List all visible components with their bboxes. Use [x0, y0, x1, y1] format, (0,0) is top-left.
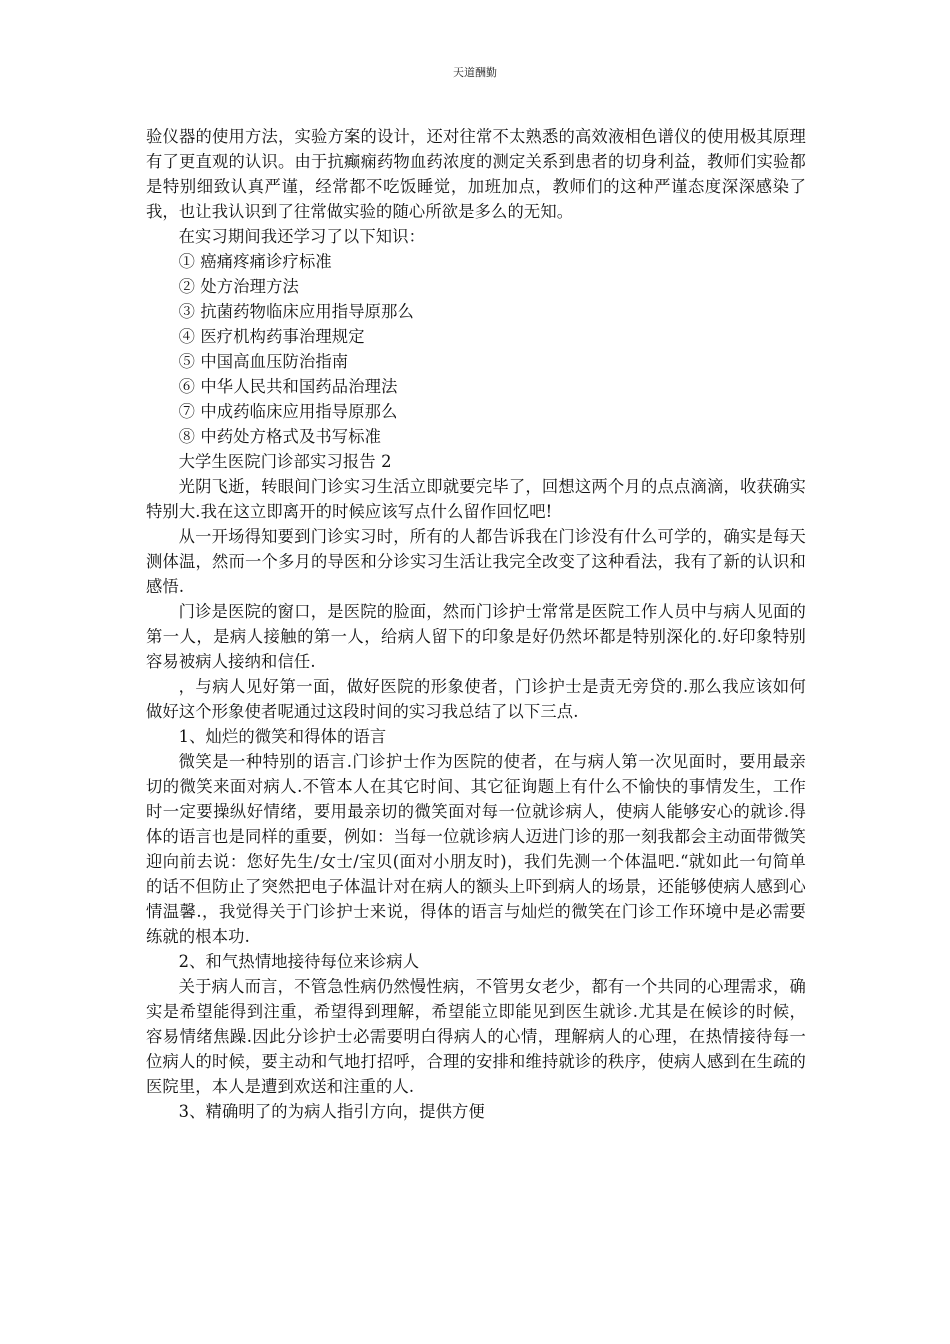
- list-item: ④ 医疗机构药事治理规定: [178, 327, 365, 346]
- list-item: ① 癌痛疼痛诊疗标准: [178, 252, 332, 271]
- paragraph: 微笑是一种特别的语言.门诊护士作为医院的使者，在与病人第一次见面时，要用最亲切的微笑来面对病人.不管本人在其它时间、其它征询题上有什么不愉快的事情发生，工作时一定要操纵好情绪，要用最亲切的微笑面对每一位就诊病人，使病人能够安心的就诊.得体的语言也是同样的重要，例如：当每一位就诊病人迈进门诊的那一刻我都会主动面带微笑迎向前去说：您好先生/女士/宝贝(面对小朋友时)，我们先测一个体温吧.“就如此一句简单的话不但防止了突然把电子体温计对在病人的额头上吓到病人的场景，还能够使病人感到心情温馨.，我觉得关于门诊护士来说，得体的语言与灿烂的微笑在门诊工作环境中是必需要练就的根本功.: [146, 752, 806, 946]
- paragraph: 光阴飞逝，转眼间门诊实习生活立即就要完毕了，回想这两个月的点点滴滴，收获确实特别大.我在这立即离开的时候应该写点什么留作回忆吧!: [146, 477, 806, 521]
- paragraph: 验仪器的使用方法，实验方案的设计，还对往常不太熟悉的高效液相色谱仪的使用极其原理有了更直观的认识。由于抗癫痫药物血药浓度的测定关系到患者的切身利益，教师们实验都是特别细致认真严谨，经常都不吃饭睡觉，加班加点，教师们的这种严谨态度深深感染了我，也让我认识到了往常做实验的随心所欲是多么的无知。: [146, 127, 806, 221]
- subheading: 2、和气热情地接待每位来诊病人: [178, 952, 420, 971]
- paragraph: 关于病人而言，不管急性病仍然慢性病，不管男女老少，都有一个共同的心理需求，确实是希望能得到注重，希望得到理解，希望能立即能见到医生就诊.尤其是在候诊的时候，容易情绪焦躁.因此分诊护士必需要明白得病人的心情，理解病人的心理，在热情接待每一位病人的时候，要主动和气地打招呼，合理的安排和维持就诊的秩序，使病人感到在生疏的医院里，本人是遭到欢送和注重的人.: [146, 977, 806, 1096]
- paragraph: 从一开场得知要到门诊实习时，所有的人都告诉我在门诊没有什么可学的，确实是每天测体温，然而一个多月的导医和分诊实习生活让我完全改变了这种看法，我有了新的认识和感悟.: [146, 527, 806, 596]
- list-item: ③ 抗菌药物临床应用指导原那么: [178, 302, 414, 321]
- page-header: 天道酬勤: [453, 66, 497, 79]
- list-item: ⑤ 中国高血压防治指南: [178, 352, 349, 371]
- section-title: 大学生医院门诊部实习报告 2: [178, 452, 392, 471]
- list-item: ② 处方治理方法: [178, 277, 299, 296]
- list-item: ⑧ 中药处方格式及书写标准: [178, 427, 382, 446]
- paragraph: ，与病人见好第一面，做好医院的形象使者，门诊护士是责无旁贷的.那么我应该如何做好这个形象使者呢通过这段时间的实习我总结了以下三点.: [146, 677, 806, 721]
- list-item: ⑥ 中华人民共和国药品治理法: [178, 377, 398, 396]
- document-body: [146, 124, 806, 1124]
- paragraph: 门诊是医院的窗口，是医院的脸面，然而门诊护士常常是医院工作人员中与病人见面的第一人，是病人接触的第一人，给病人留下的印象是好仍然坏都是特别深化的.好印象特别容易被病人接纳和信任.: [146, 602, 806, 671]
- paragraph: 在实习期间我还学习了以下知识：: [178, 227, 426, 246]
- subheading: 1、灿烂的微笑和得体的语言: [178, 727, 387, 746]
- subheading: 3、精确明了的为病人指引方向，提供方便: [178, 1102, 485, 1121]
- list-item: ⑦ 中成药临床应用指导原那么: [178, 402, 398, 421]
